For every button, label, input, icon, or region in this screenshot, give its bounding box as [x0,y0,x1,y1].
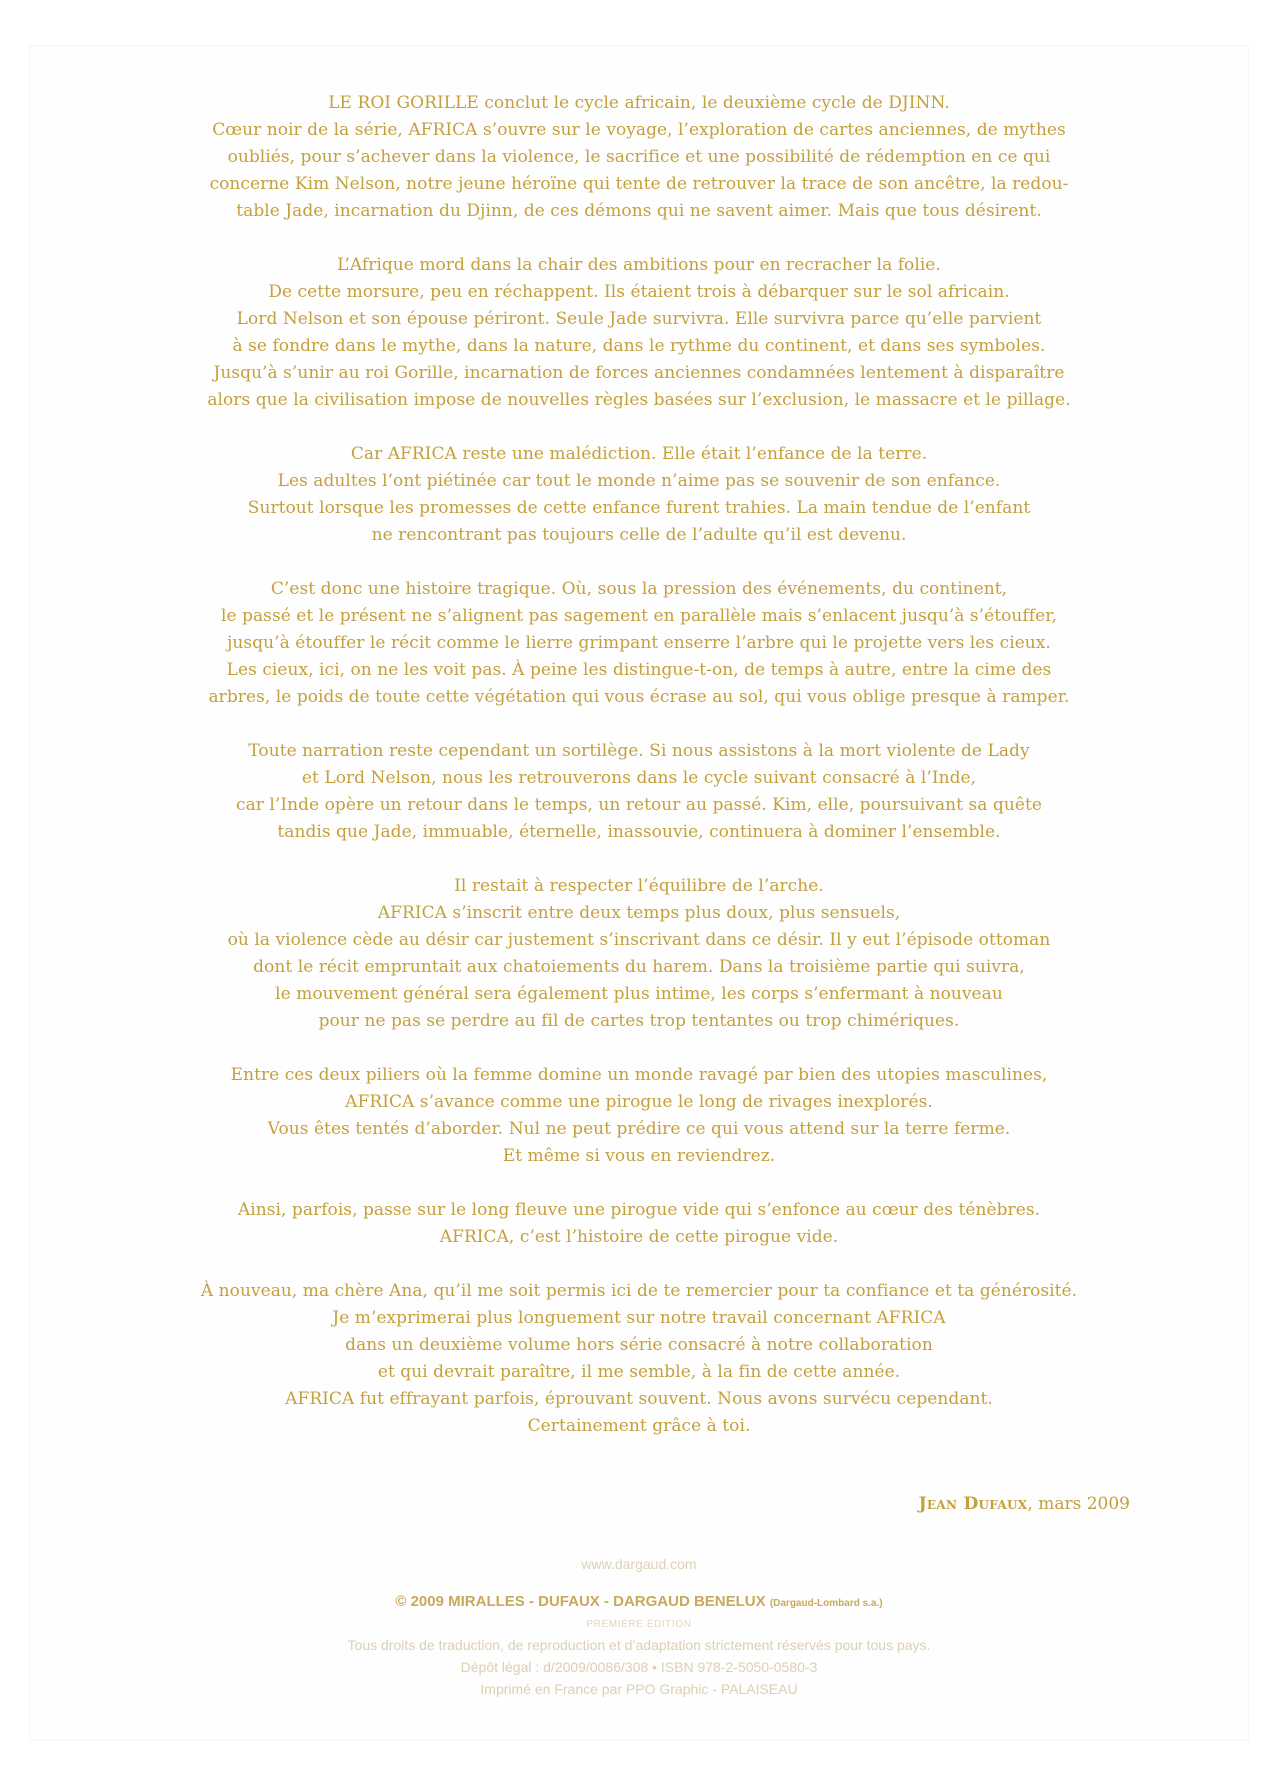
signature [919,1491,1130,1518]
text-line: Ainsi, parfois, passe sur le long fleuve une pirogue vide qui s’enfonce au cœur des ténèbres. [237,1200,1041,1220]
text-line: Vous êtes tentés d’aborder. Nul ne peut prédire ce qui vous attend sur la terre ferme. [267,1119,1011,1139]
text-line: Entre ces deux piliers où la femme domine un monde ravagé par bien des utopies masculines, [230,1065,1048,1085]
text-line: LE ROI GORILLE conclut le cycle africain, le deuxième cycle de DJINN. [328,93,950,113]
text-line: Car AFRICA reste une malédiction. Elle était l’enfance de la terre. [350,444,928,464]
text-line: Toute narration reste cependant un sortilège. Si nous assistons à la mort violente de Lady [248,741,1030,761]
text-line: concerne Kim Nelson, notre jeune héroïne qui tente de retrouver la trace de son ancêtre, la redou- [209,174,1069,194]
printer-info: Imprimé en France par PPO Graphic - PALAISEAU [480,1681,798,1697]
text-line: le passé et le présent ne s’alignent pas sagement en parallèle mais s’enlacent jusqu’à s’étouffer, [221,606,1057,626]
text-line: et qui devrait paraître, il me semble, à la fin de cette année. [377,1362,901,1382]
document-page [30,46,1248,1740]
text-line: table Jade, incarnation du Djinn, de ces démons qui ne savent aimer. Mais que tous désirent. [236,201,1042,221]
text-line: le mouvement général sera également plus intime, les corps s’enfermant à nouveau [275,984,1003,1004]
text-line: Jusqu’à s’unir au roi Gorille, incarnation de forces anciennes condamnées lentement à disparaître [213,363,1065,383]
text-line: C’est donc une histoire tragique. Où, sous la pression des événements, du continent, [270,579,1008,599]
text-line: Lord Nelson et son épouse périront. Seule Jade survivra. Elle survivra parce qu’elle parvient [236,309,1042,329]
website-link[interactable]: www.dargaud.com [581,1556,697,1572]
text-line: où la violence cède au désir car justement s’inscrivant dans ce désir. Il y eut l’épisode ottoman [227,930,1051,950]
text-line: L’Afrique mord dans la chair des ambitions pour en recracher la folie. [337,255,941,275]
text-line: À nouveau, ma chère Ana, qu’il me soit permis ici de te remercier pour ta confiance et ta générosité. [200,1281,1078,1301]
text-line: ne rencontrant pas toujours celle de l’adulte qu’il est devenu. [371,525,907,545]
text-line: Cœur noir de la série, AFRICA s’ouvre sur le voyage, l’exploration de cartes anciennes, de mythes [212,120,1066,140]
paragraph [30,1062,1248,1170]
author-name: Jean Dufaux [918,1494,1028,1514]
text-line: jusqu’à étouffer le récit comme le lierre grimpant enserre l’arbre qui le projette vers les cieux. [227,633,1051,653]
text-line: alors que la civilisation impose de nouvelles règles basées sur l’exclusion, le massacre et le pillage. [207,390,1071,410]
text-line: AFRICA s’inscrit entre deux temps plus doux, plus sensuels, [377,903,901,923]
text-line: dont le récit empruntait aux chatoiements du harem. Dans la troisième partie qui suivra, [253,957,1025,977]
paragraph [30,1278,1248,1440]
paragraph [30,441,1248,549]
text-line: Surtout lorsque les promesses de cette enfance furent trahies. La main tendue de l’enfant [247,498,1031,518]
text-line: Il restait à respecter l’équilibre de l’arche. [454,876,824,896]
edition-label: PREMIÈRE ÉDITION [586,1619,692,1630]
legal-deposit: Dépôt légal : d/2009/0086/308 • ISBN 978-2-5050-0580-3 [460,1659,818,1675]
preface-text [30,90,1248,1467]
imprint [30,1554,1248,1700]
paragraph [30,1197,1248,1251]
text-line: à se fondre dans le mythe, dans la nature, dans le rythme du continent, et dans ses symboles. [232,336,1046,356]
text-line: dans un deuxième volume hors série consacré à notre collaboration [345,1335,933,1355]
signature-date: , mars 2009 [1027,1494,1130,1514]
paragraph [30,576,1248,711]
text-line: Les adultes l’ont piétinée car tout le monde n’aime pas se souvenir de son enfance. [277,471,1001,491]
text-line: pour ne pas se perdre au fil de cartes trop tentantes ou trop chimériques. [318,1011,960,1031]
text-line: Et même si vous en reviendrez. [502,1146,776,1166]
text-line: AFRICA s’avance comme une pirogue le long de rivages inexplorés. [345,1092,933,1112]
copyright-line [30,1592,1248,1614]
rights-notice: Tous droits de traduction, de reproduction et d’adaptation strictement réservés pour tous pays. [347,1637,931,1653]
text-line: AFRICA fut effrayant parfois, éprouvant souvent. Nous avons survécu cependant. [285,1389,993,1409]
paragraph [30,738,1248,846]
text-line: car l’Inde opère un retour dans le temps, un retour au passé. Kim, elle, poursuivant sa quête [236,795,1042,815]
text-line: Certainement grâce à toi. [527,1416,751,1436]
paragraph [30,873,1248,1035]
copyright-company: (Dargaud-Lombard s.a.) [769,1598,883,1609]
paragraph [30,90,1248,225]
text-line: oubliés, pour s’achever dans la violence, le sacrifice et une possibilité de rédemption en ce qui [227,147,1051,167]
text-line: AFRICA, c’est l’histoire de cette pirogue vide. [439,1227,839,1247]
text-line: Je m’exprimerai plus longuement sur notre travail concernant AFRICA [332,1308,946,1328]
copyright-text: © 2009 MIRALLES - DUFAUX - DARGAUD BENELUX [395,1593,766,1610]
paragraph [30,252,1248,414]
text-line: et Lord Nelson, nous les retrouverons dans le cycle suivant consacré à l’Inde, [301,768,977,788]
text-line: tandis que Jade, immuable, éternelle, inassouvie, continuera à dominer l’ensemble. [277,822,1001,842]
text-line: De cette morsure, peu en réchappent. Ils étaient trois à débarquer sur le sol africain. [268,282,1010,302]
text-line: arbres, le poids de toute cette végétation qui vous écrase au sol, qui vous oblige presque à ramper. [208,687,1070,707]
text-line: Les cieux, ici, on ne les voit pas. À peine les distingue-t-on, de temps à autre, entre la cime des [226,660,1052,680]
